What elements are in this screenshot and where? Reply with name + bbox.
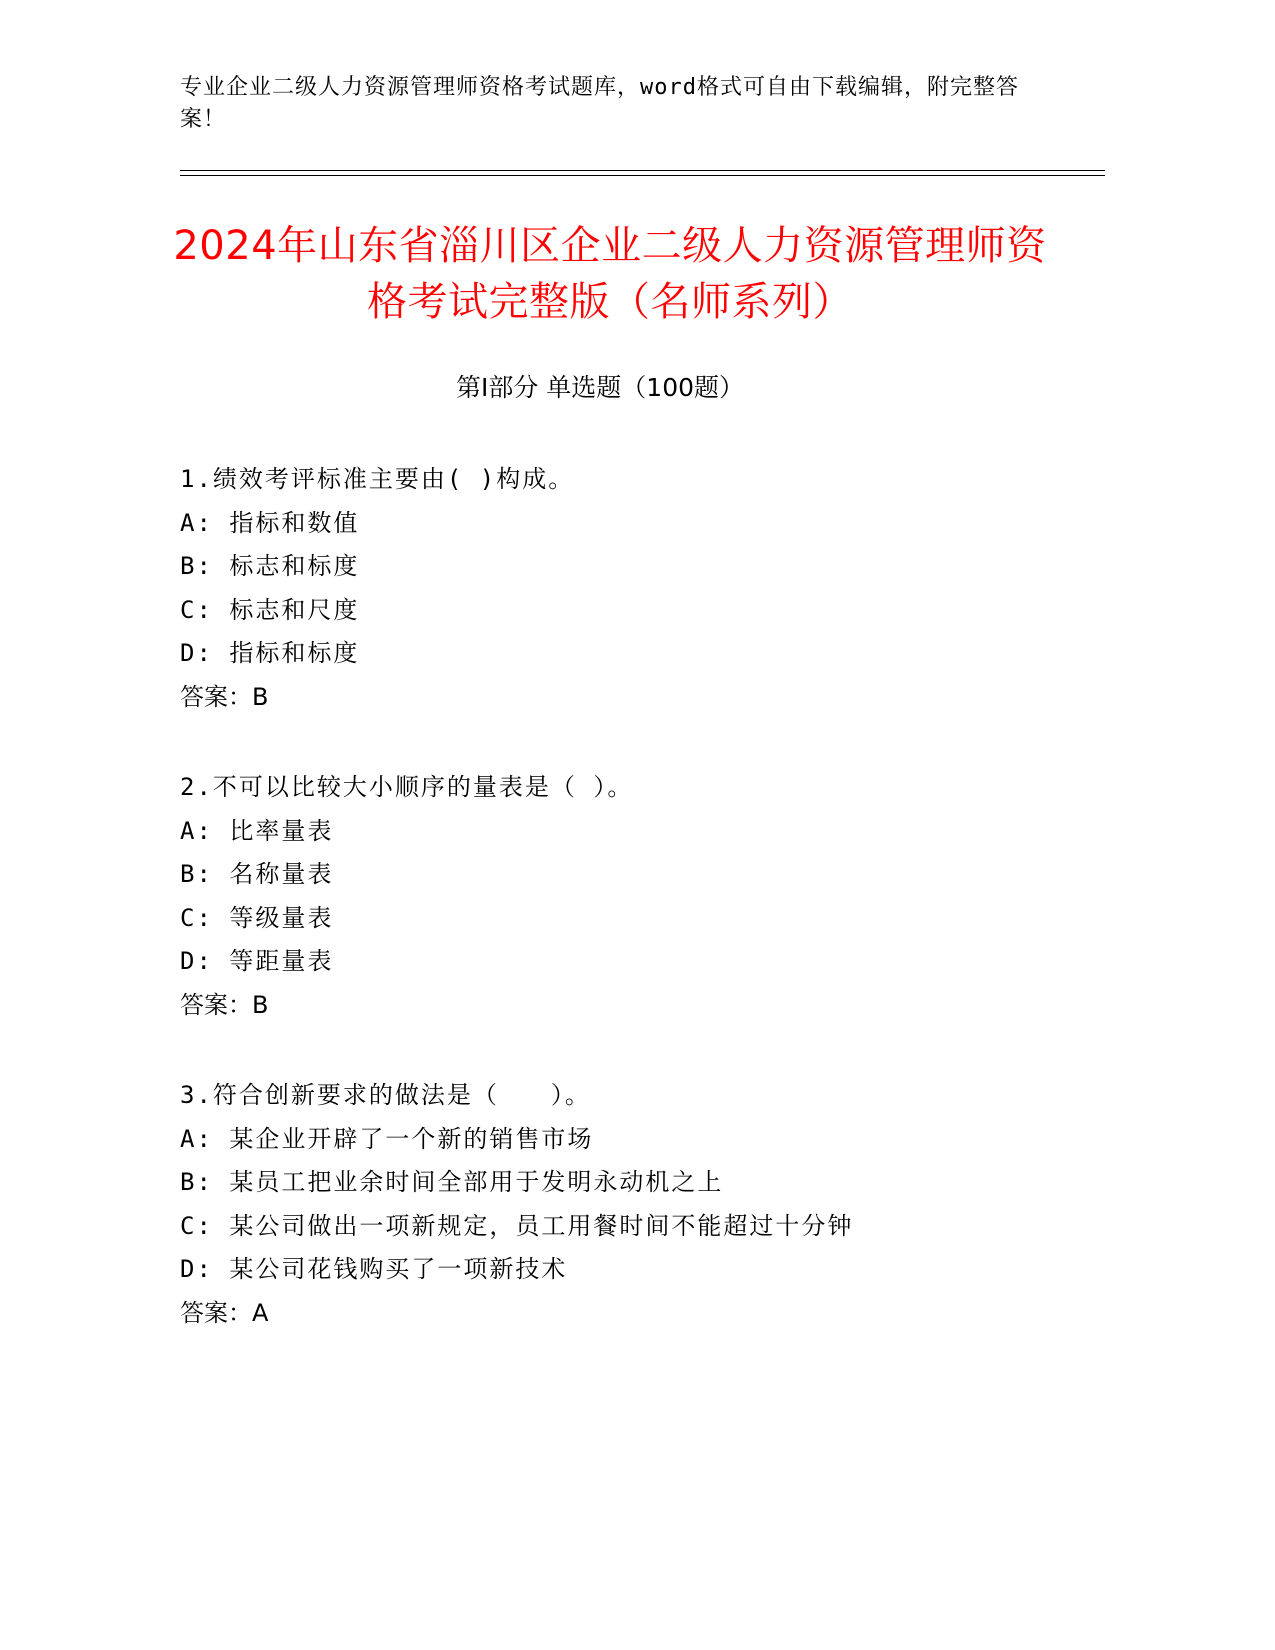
header-rule-double [180, 175, 1105, 176]
answer-label: 答案：A [180, 1298, 269, 1327]
option-c: C: 等级量表 [180, 903, 334, 932]
answer-label: 答案：B [180, 990, 269, 1019]
answer-label: 答案：B [180, 682, 269, 711]
option-d: D: 等距量表 [180, 947, 334, 975]
document-title: 2024年山东省淄川区企业二级人力资源管理师资格考试完整版（名师系列） [173, 223, 1047, 325]
option-b: B: 某员工把业余时间全部用于发明永动机之上 [180, 1168, 724, 1196]
question-item [180, 1074, 1080, 1335]
header-note: 专业企业二级人力资源管理师资格考试题库，word格式可自由下载编辑，附完整答案！ [180, 75, 1019, 132]
option-a: A: 比率量表 [180, 816, 334, 845]
option-a: A: 指标和数值 [180, 508, 360, 537]
option-c: C: 标志和尺度 [180, 595, 360, 624]
question-stem: 2.不可以比较大小顺序的量表是（ ）。 [180, 773, 634, 801]
option-d: D: 某公司花钱购买了一项新技术 [180, 1255, 568, 1283]
section-title: 第I部分 单选题（100题） [455, 373, 745, 402]
option-c: C: 某公司做出一项新规定，员工用餐时间不能超过十分钟 [180, 1211, 854, 1240]
option-d: D: 指标和标度 [180, 639, 360, 667]
question-stem: 1.绩效考评标准主要由( )构成。 [180, 465, 575, 493]
option-b: B: 标志和标度 [180, 552, 360, 580]
question-item [180, 458, 1080, 719]
question-stem: 3.符合创新要求的做法是（ ）。 [180, 1081, 591, 1109]
option-a: A: 某企业开辟了一个新的销售市场 [180, 1124, 594, 1153]
question-list [180, 458, 1080, 1382]
header-rule [180, 170, 1105, 171]
option-b: B: 名称量表 [180, 860, 334, 888]
question-item [180, 766, 1080, 1027]
